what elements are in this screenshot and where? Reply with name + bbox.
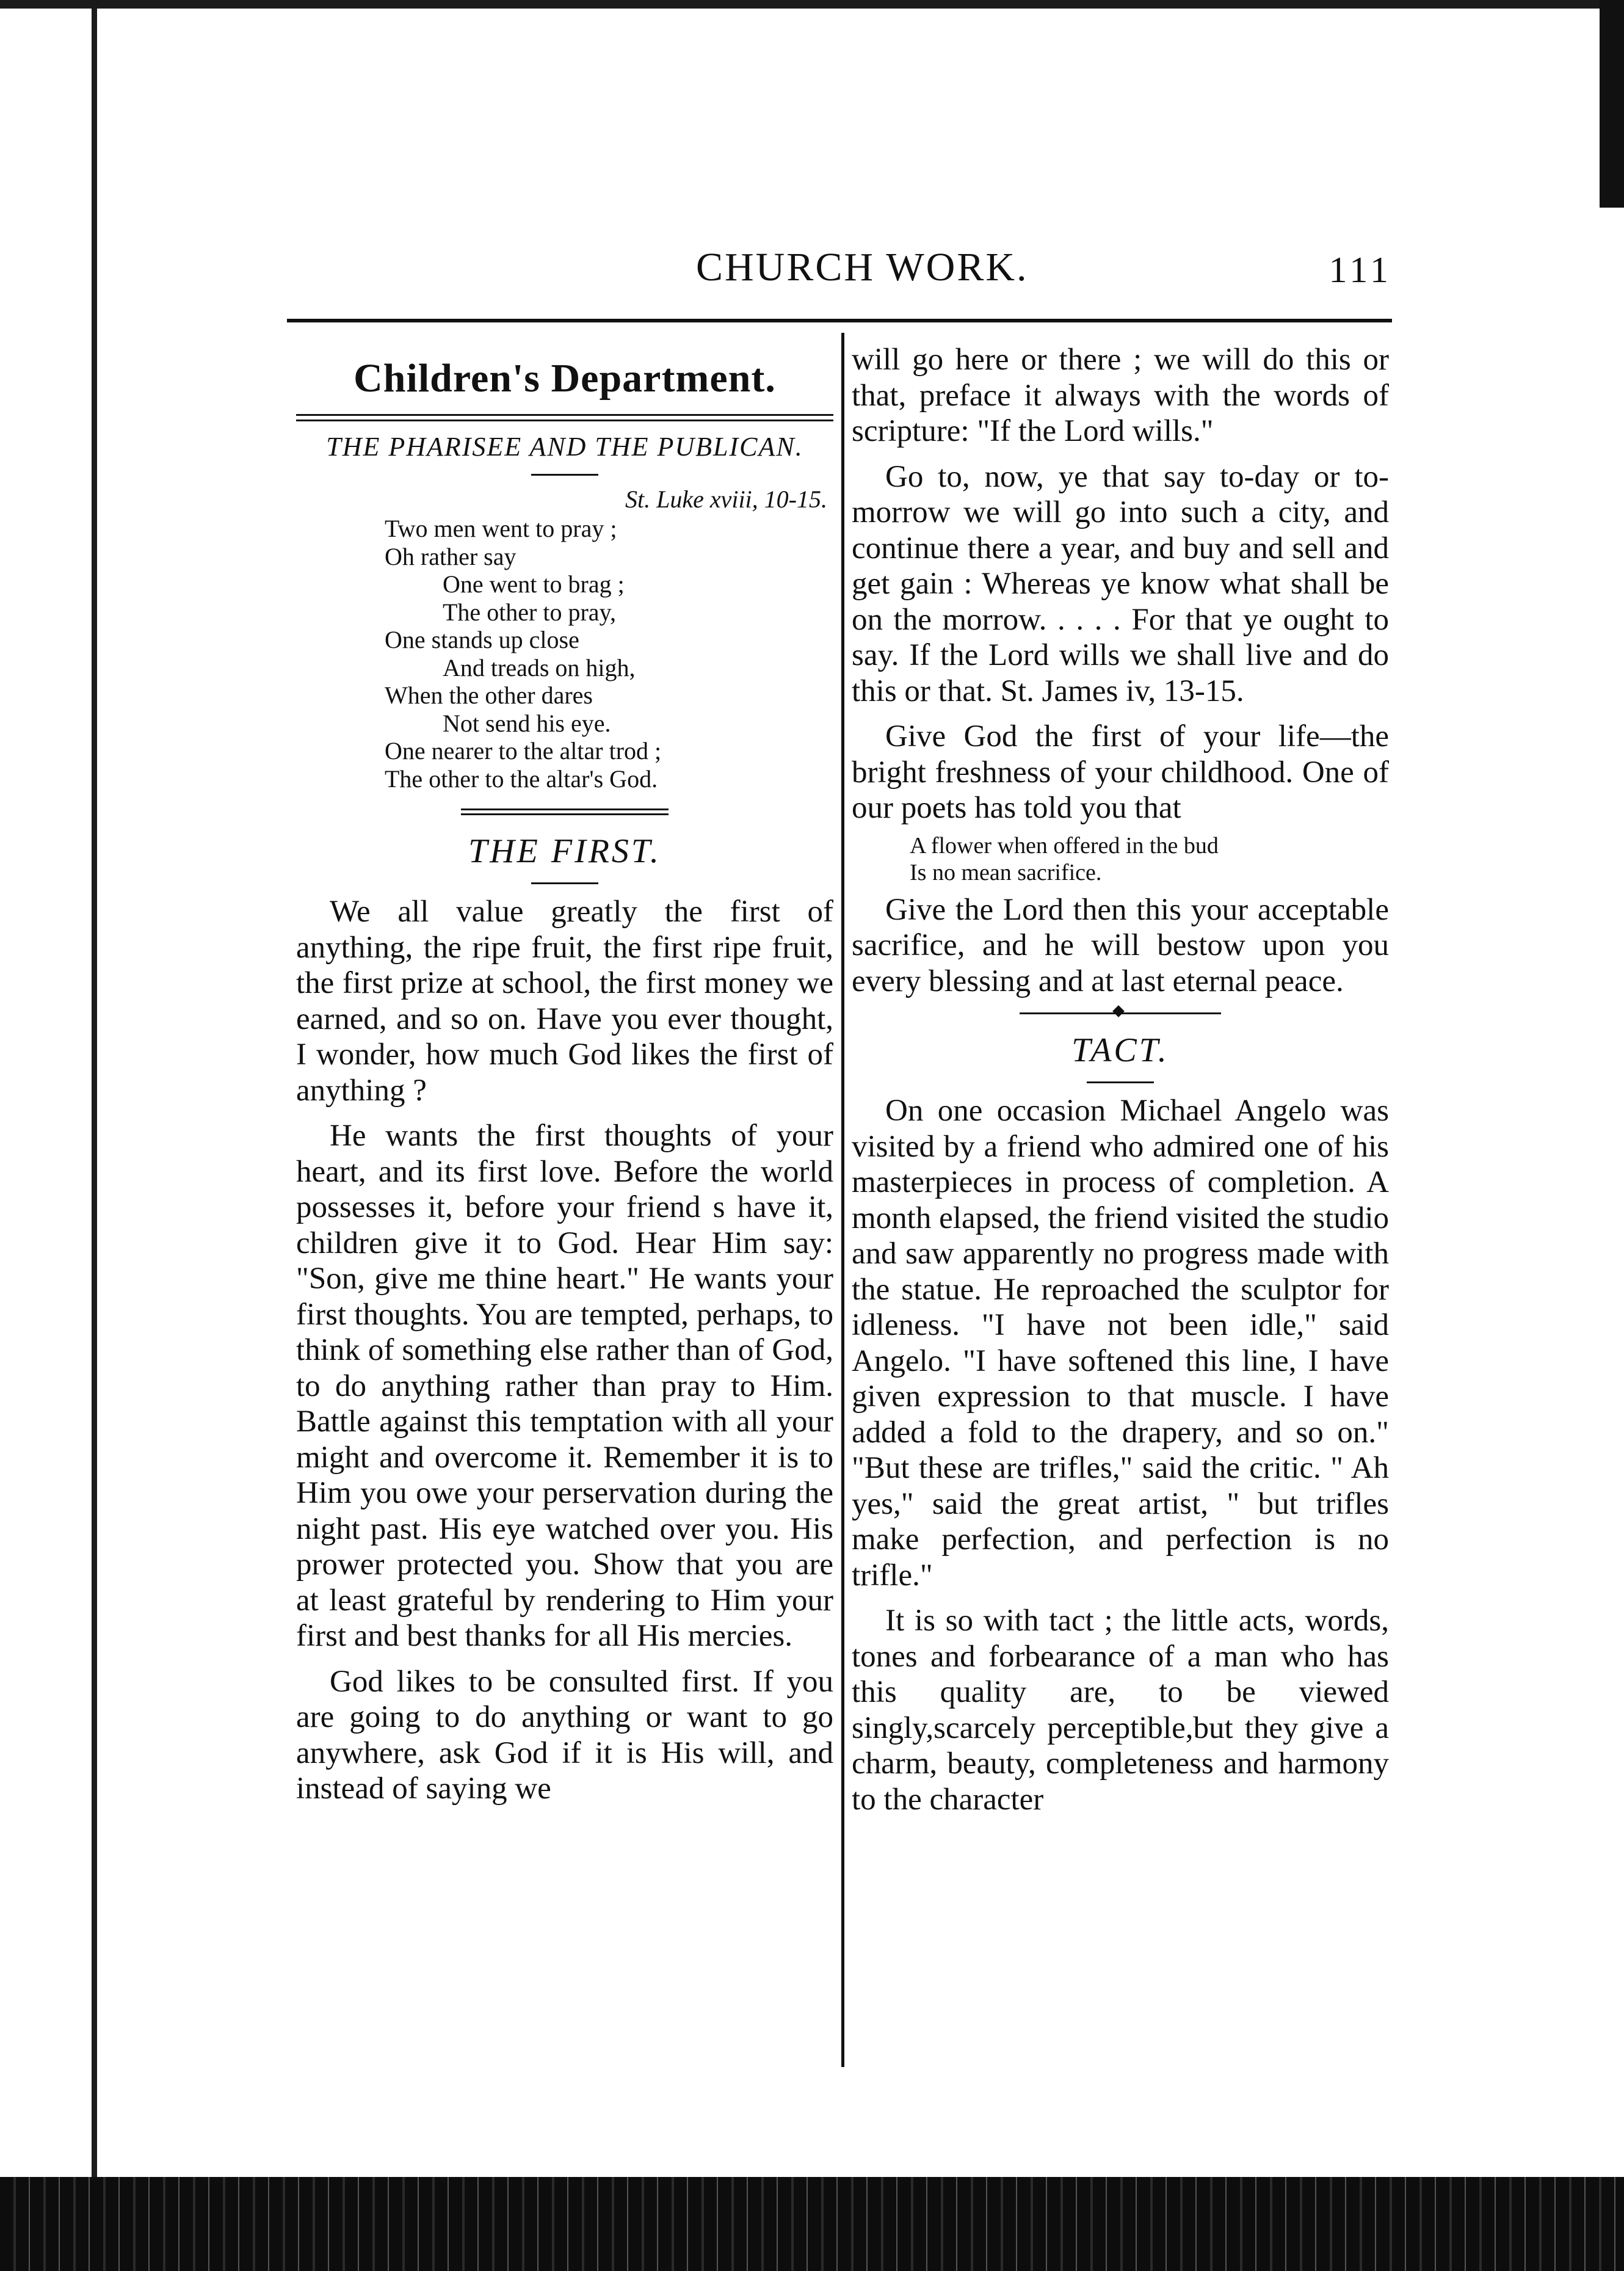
short-rule — [531, 882, 598, 884]
running-header — [287, 244, 1392, 311]
poem-line: When the other dares — [385, 681, 593, 709]
paragraph: We all value greatly the first of anything, the ripe fruit, the first ripe fruit, the first prize at school, the first money we earned, and so on. Have you ever thought, I wonder, how much God likes the first of anything ? — [296, 895, 833, 1108]
ornamental-rule — [1020, 1012, 1221, 1014]
scan-bottom-edge — [0, 2177, 1624, 2271]
page-number: 111 — [1329, 250, 1392, 290]
article-title-first: THE FIRST. — [468, 832, 661, 870]
poem-line: Oh rather say — [385, 542, 517, 570]
poem — [296, 515, 833, 793]
scan-binding-spine — [92, 9, 97, 2182]
paragraph: On one occasion Michael Angelo was visited by a friend who admired one of his masterpieces in process of completion. A month elapsed, the friend visited the studio and saw apparently no progress made with the statue. He reproached the sculptor for idleness. "I have not been idle," said Angelo. "I have softened this line, I have given expression to that muscle. I have added a fold to the drapery, and so on." "But these are trifles," said the critic. " Ah yes," said the great artist, " but trifles make perfection, and perfection is no trifle." — [852, 1094, 1389, 1593]
poem-line: The other to pray, — [443, 598, 616, 626]
journal-title: CHURCH WORK. — [696, 245, 1029, 289]
paragraph: He wants the first thoughts of your heart, and its first love. Before the world possesses it, before your friend s have it, children give it to God. Hear Him say: "Son, give me thine heart." He wants your first thoughts. You are tempted, perhaps, to think of something else rather than of God, to do anything rather than pray to Him. Battle against this temptation with all your might and overcome it. Remember it is to Him you owe your perservation during the night past. His eye watched over you. His prower protected you. Show that you are at least grateful by rendering to Him your first and best thanks for all His mercies. — [296, 1119, 833, 1653]
paragraph: Give the Lord then this your acceptable sacrifice, and he will bestow upon you every blessing and at last eternal peace. — [852, 892, 1389, 998]
poem-line: One stands up close — [385, 626, 579, 653]
section-divider — [461, 808, 669, 815]
scripture-citation: St. Luke xviii, 10-15. — [625, 485, 827, 513]
department-title: Children's Department. — [353, 356, 776, 401]
poem-line: Two men went to pray ; — [385, 515, 617, 542]
article-title-tact: TACT. — [1071, 1031, 1169, 1069]
poem-title: THE PHARISEE AND THE PUBLICAN. — [326, 432, 803, 462]
quote-line: A flower when offered in the bud — [910, 832, 1219, 859]
poem-line: The other to the altar's God. — [385, 765, 658, 793]
paragraph: Go to, now, ye that say to-day or to-morrow we will go into such a city, and continue there a year, and buy and sell and get gain : Whereas ye know what shall be on the morrow. . . . . For that ye ought to say. If the Lord wills we shall live and do this or that. St. James iv, 13-15. — [852, 459, 1389, 708]
quote-line: Is no mean sacrifice. — [910, 859, 1102, 885]
right-column — [852, 342, 1389, 1817]
poem-line: And treads on high, — [443, 653, 636, 681]
paragraph-continued: will go here or there ; we will do this or that, preface it always with the words of scripture: "If the Lord wills." — [852, 343, 1389, 448]
block-quote — [852, 832, 1389, 886]
header-rule — [287, 319, 1392, 322]
short-rule — [1087, 1081, 1154, 1083]
paragraph: Give God the first of your life—the bright freshness of your childhood. One of our poets has told you that — [852, 719, 1389, 825]
scan-right-edge — [1600, 0, 1624, 208]
paragraph: It is so with tact ; the little acts, words, tones and forbearance of a man who has this quality are, to be viewed singly,scarcely perceptible,but they give a charm, beauty, completeness and harmony to the character — [852, 1604, 1389, 1817]
paragraph: God likes to be consulted first. If you are going to do anything or want to go anywhere, ask God if it is His will, and instead of saying we — [296, 1664, 833, 1806]
diamond-ornament — [1112, 1005, 1125, 1017]
poem-line: Not send his eye. — [443, 709, 611, 737]
double-rule — [296, 414, 833, 421]
column-divider — [841, 333, 844, 2067]
poem-line: One nearer to the altar trod ; — [385, 737, 662, 765]
poem-line: One went to brag ; — [443, 570, 625, 598]
left-column — [296, 342, 833, 1807]
scan-top-edge — [0, 0, 1624, 9]
short-rule — [531, 474, 598, 476]
